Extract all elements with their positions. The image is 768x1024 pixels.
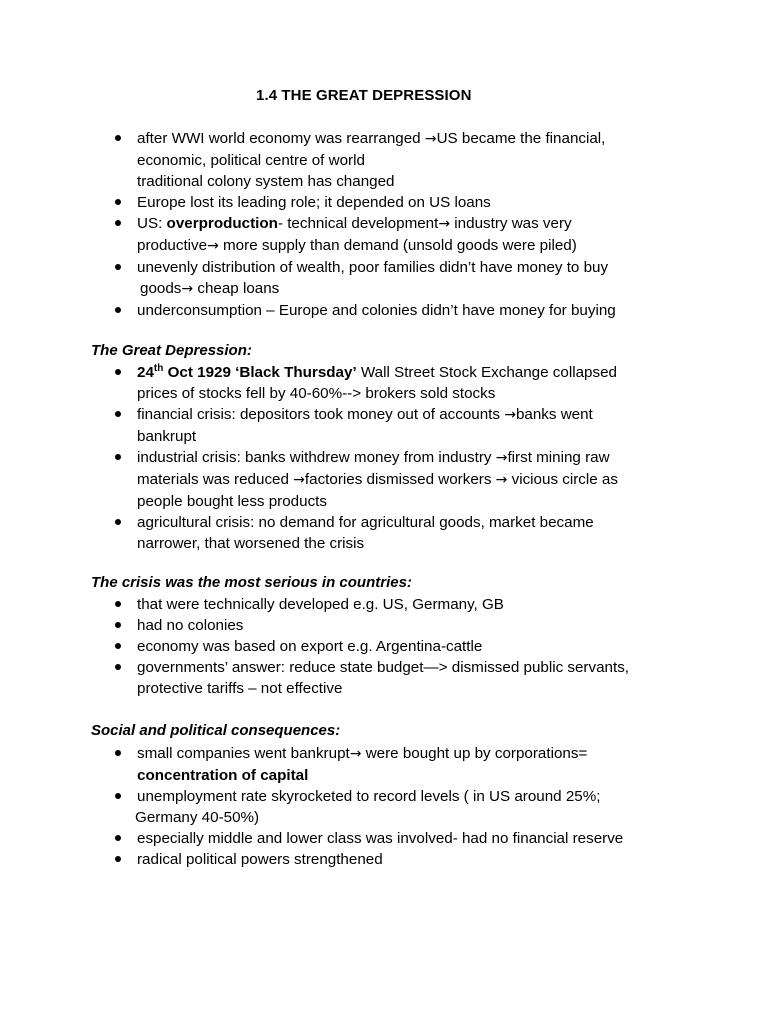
text: Germany 40-50%) bbox=[135, 809, 260, 826]
bullet-icon bbox=[115, 135, 121, 141]
date-day: 24 bbox=[137, 364, 154, 381]
bullet-icon bbox=[115, 454, 121, 460]
text: were bought up by corporations= bbox=[361, 745, 588, 762]
arrow-icon: → bbox=[495, 450, 508, 466]
text: goods bbox=[140, 280, 182, 297]
text: Wall Street Stock Exchange collapsed bbox=[356, 364, 617, 381]
overproduction-term: overproduction bbox=[166, 215, 278, 232]
crisis-countries-list bbox=[0, 594, 768, 699]
text: especially middle and lower class was involved- had no financial reserve bbox=[137, 830, 624, 847]
arrow-icon: → bbox=[495, 472, 508, 488]
bullet-icon bbox=[115, 664, 121, 670]
text: Europe lost its leading role; it depended on US loans bbox=[137, 194, 491, 211]
text: traditional colony system has changed bbox=[137, 173, 395, 190]
bullet-icon bbox=[115, 793, 121, 799]
text: unemployment rate skyrocketed to record levels ( in US around 25%; bbox=[137, 788, 601, 805]
arrow-icon: → bbox=[424, 131, 437, 147]
section-heading-great-depression: The Great Depression: bbox=[91, 342, 252, 359]
text: cheap loans bbox=[193, 280, 280, 297]
text: underconsumption – Europe and colonies didn’t have money for buying bbox=[137, 302, 616, 319]
bullet-icon bbox=[115, 411, 121, 417]
arrow-icon: → bbox=[207, 238, 219, 254]
concentration-of-capital: concentration of capital bbox=[137, 767, 309, 784]
list-item bbox=[0, 636, 768, 657]
arrow-icon: → bbox=[181, 281, 194, 297]
list-item bbox=[0, 128, 768, 192]
text: industry was very bbox=[450, 215, 572, 232]
list-item bbox=[0, 615, 768, 636]
text: US became the financial, bbox=[436, 130, 606, 147]
bullet-icon bbox=[115, 856, 121, 862]
list-item bbox=[0, 594, 768, 615]
list-item bbox=[0, 192, 768, 213]
bullet-icon bbox=[115, 601, 121, 607]
bullet-icon bbox=[115, 199, 121, 205]
text: factories dismissed workers bbox=[304, 471, 496, 488]
text: - technical development bbox=[277, 215, 439, 232]
bullet-icon bbox=[115, 264, 121, 270]
intro-list bbox=[0, 128, 768, 321]
text: agricultural crisis: no demand for agricultural goods, market became bbox=[137, 514, 594, 531]
text: after WWI world economy was rearranged bbox=[137, 130, 425, 147]
bullet-icon bbox=[115, 307, 121, 313]
bullet-icon bbox=[115, 519, 121, 525]
arrow-icon: → bbox=[293, 472, 305, 488]
list-item bbox=[0, 849, 768, 870]
text: US: bbox=[137, 215, 167, 232]
text: first mining raw bbox=[507, 449, 610, 466]
text: narrower, that worsened the crisis bbox=[137, 535, 365, 552]
text: industrial crisis: banks withdrew money from industry bbox=[137, 449, 496, 466]
consequences-list bbox=[0, 743, 768, 870]
arrow-icon: → bbox=[438, 216, 451, 232]
text: banks went bbox=[515, 406, 593, 423]
great-depression-list bbox=[0, 362, 768, 554]
text: economy was based on export e.g. Argentina-cattle bbox=[137, 638, 483, 655]
arrow-icon: → bbox=[504, 407, 516, 423]
text: protective tariffs – not effective bbox=[137, 680, 343, 697]
bullet-icon bbox=[115, 220, 121, 226]
list-item bbox=[0, 447, 768, 512]
list-item bbox=[0, 657, 768, 699]
list-item bbox=[0, 257, 768, 300]
page-title: 1.4 THE GREAT DEPRESSION bbox=[256, 87, 472, 104]
date-rest: Oct 1929 bbox=[163, 364, 236, 381]
list-item bbox=[0, 828, 768, 849]
text: bankrupt bbox=[137, 428, 197, 445]
bullet-icon bbox=[115, 369, 121, 375]
text: vicious circle as bbox=[507, 471, 618, 488]
section-heading-crisis-countries: The crisis was the most serious in countries: bbox=[91, 574, 412, 591]
text: that were technically developed e.g. US, Germany, GB bbox=[137, 596, 504, 613]
text: radical political powers strengthened bbox=[137, 851, 383, 868]
bullet-icon bbox=[115, 643, 121, 649]
text: had no colonies bbox=[137, 617, 244, 634]
section-heading-consequences: Social and political consequences: bbox=[91, 722, 341, 739]
text: governments’ answer: reduce state budget—> dismissed public servants, bbox=[137, 659, 630, 676]
black-thursday: ‘Black Thursday’ bbox=[235, 364, 357, 381]
text: productive bbox=[137, 237, 208, 254]
text: small companies went bankrupt bbox=[137, 745, 350, 762]
list-item bbox=[0, 213, 768, 257]
text: economic, political centre of world bbox=[137, 152, 365, 169]
list-item bbox=[0, 786, 768, 828]
list-item bbox=[0, 300, 768, 321]
arrow-icon: → bbox=[349, 746, 362, 762]
bullet-icon bbox=[115, 835, 121, 841]
bullet-icon bbox=[115, 750, 121, 756]
text: people bought less products bbox=[137, 493, 327, 510]
text: unevenly distribution of wealth, poor families didn’t have money to buy bbox=[137, 259, 609, 276]
date-suffix: th bbox=[153, 362, 164, 374]
text: more supply than demand (unsold goods were piled) bbox=[218, 237, 577, 254]
list-item bbox=[0, 362, 768, 404]
text: materials was reduced bbox=[137, 471, 294, 488]
list-item bbox=[0, 512, 768, 554]
list-item bbox=[0, 404, 768, 447]
text: prices of stocks fell by 40-60%--> brokers sold stocks bbox=[137, 385, 496, 402]
bullet-icon bbox=[115, 622, 121, 628]
text: financial crisis: depositors took money out of accounts bbox=[137, 406, 505, 423]
list-item bbox=[0, 743, 768, 786]
